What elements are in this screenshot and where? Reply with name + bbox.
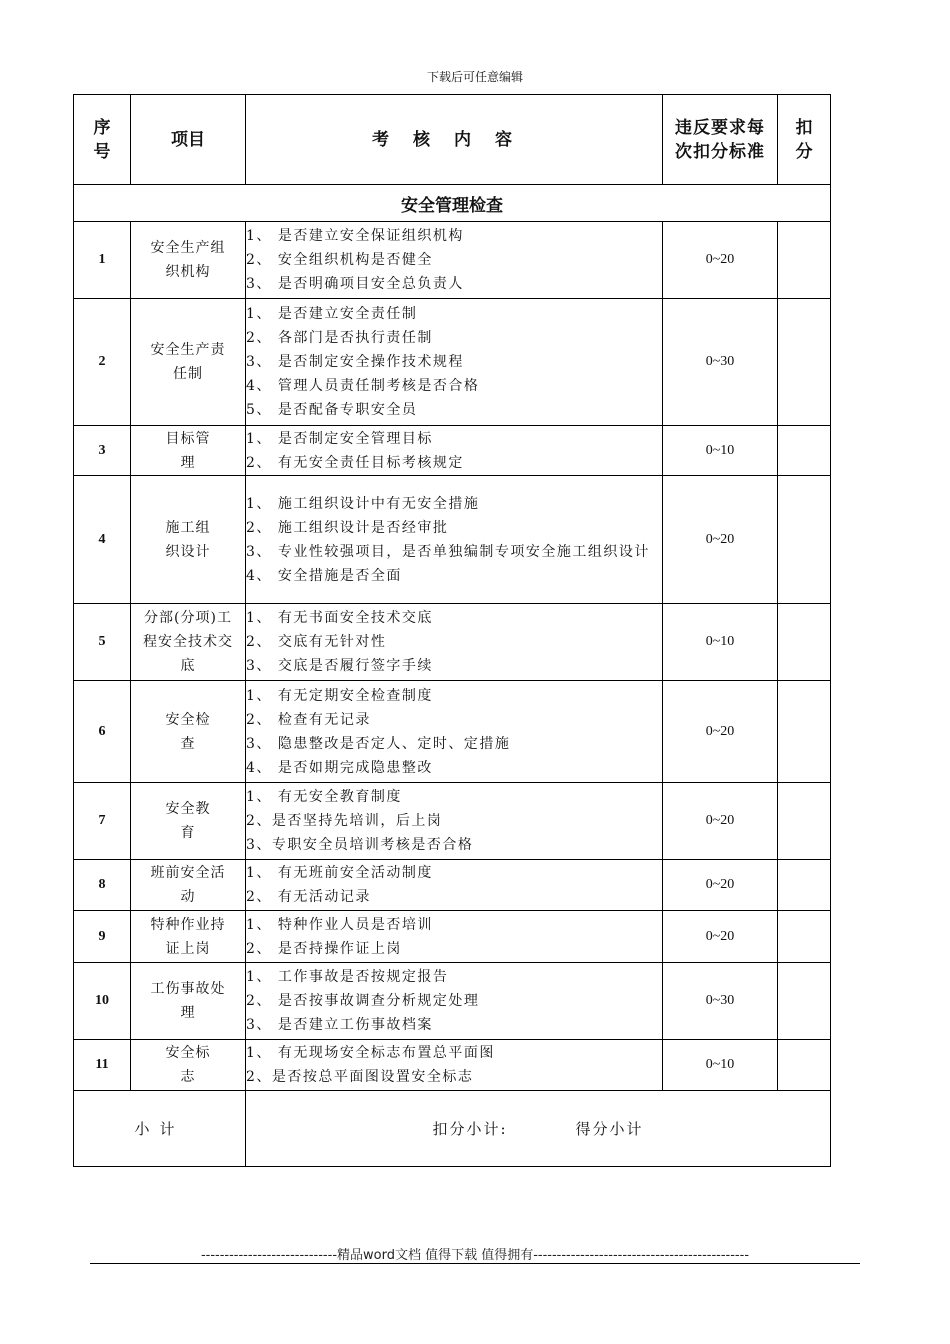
row-number: 3 [74,426,131,476]
content-line: 1、 特种作业人员是否培训 [246,916,433,933]
top-note: 下载后可任意编辑 [426,70,523,84]
content-line: 2、 施工组织设计是否经审批 [246,519,449,536]
content-line: 4、 安全措施是否全面 [246,567,402,584]
row-standard: 0~20 [663,860,778,911]
header-no: 序号 [74,95,131,185]
inspection-table [73,94,831,1167]
header-deduct: 扣分 [778,95,831,185]
row-item-label: 安全生产责任制 [150,342,226,382]
row-deduct-field[interactable] [778,681,831,783]
deduct-subtotal-label: 扣分小计: [432,1120,508,1138]
table-header-row [74,95,831,185]
row-deduct-field[interactable] [778,299,831,426]
row-item-label: 工伤事故处理 [150,981,226,1021]
row-item-label: 特种作业持证上岗 [150,916,226,957]
row-number: 1 [74,222,131,299]
content-line: 5、 是否配备专职安全员 [246,402,418,418]
row-item-label: 分部(分项)工程安全技术交底 [143,610,233,674]
row-content [246,1040,663,1091]
row-number: 6 [74,681,131,783]
row-standard: 0~30 [663,963,778,1040]
table-row [74,426,831,476]
row-standard: 0~20 [663,476,778,604]
subtotal-values [246,1091,831,1167]
table-row [74,476,831,604]
row-item [131,860,246,911]
content-line: 2、 各部门是否执行责任制 [246,330,433,346]
row-content [246,299,663,426]
content-line: 1、 有无书面安全技术交底 [246,610,433,626]
table-row [74,1040,831,1091]
row-content [246,681,663,783]
table-row [74,783,831,860]
table-row [74,911,831,963]
content-line: 1、 有无班前安全活动制度 [246,865,433,881]
table-row [74,963,831,1040]
row-number: 8 [74,860,131,911]
content-line: 2、 有无活动记录 [246,889,371,905]
content-line: 2、是否坚持先培训，后上岗 [246,813,443,829]
row-item [131,1040,246,1091]
row-number: 9 [74,911,131,963]
content-line: 1、 是否制定安全管理目标 [246,430,433,447]
row-number: 4 [74,476,131,604]
content-line: 3、 是否制定安全操作技术规程 [246,354,464,370]
row-standard: 0~20 [663,911,778,963]
row-deduct-field[interactable] [778,222,831,299]
table-row [74,299,831,426]
content-line: 1、 有无定期安全检查制度 [246,687,433,704]
row-deduct-field[interactable] [778,1040,831,1091]
content-line: 3、专职安全员培训考核是否合格 [246,837,474,853]
row-deduct-field[interactable] [778,783,831,860]
row-standard: 0~20 [663,783,778,860]
row-number: 7 [74,783,131,860]
row-item-label: 目标管理 [165,430,211,471]
row-number: 11 [74,1040,131,1091]
row-content [246,222,663,299]
row-standard: 0~30 [663,299,778,426]
row-item-label: 班前安全活动 [150,865,226,905]
table-row [74,604,831,681]
content-line: 1、 是否建立安全责任制 [246,306,418,322]
row-deduct-field[interactable] [778,911,831,963]
content-line: 3、 是否明确项目安全总负责人 [246,276,464,292]
row-item [131,681,246,783]
content-line: 3、 是否建立工伤事故档案 [246,1017,433,1033]
row-standard: 0~20 [663,681,778,783]
content-line: 4、 是否如期完成隐患整改 [246,759,433,776]
content-line: 2、是否按总平面图设置安全标志 [246,1069,474,1085]
content-line: 1、 有无安全教育制度 [246,789,402,805]
subtotal-row [74,1091,831,1167]
footer-rule [90,1263,860,1264]
row-number: 2 [74,299,131,426]
row-number: 10 [74,963,131,1040]
content-line: 1、 施工组织设计中有无安全措施 [246,495,480,512]
table-row [74,222,831,299]
row-number: 5 [74,604,131,681]
score-subtotal-label: 得分小计 [575,1120,644,1138]
row-item [131,426,246,476]
content-line: 2、 安全组织机构是否健全 [246,252,433,268]
row-deduct-field[interactable] [778,860,831,911]
content-line: 2、 是否持操作证上岗 [246,940,402,957]
row-content [246,783,663,860]
row-item-label: 安全生产组织机构 [150,240,226,280]
row-standard: 0~20 [663,222,778,299]
header-standard: 违反要求每次扣分标准 [663,95,778,185]
content-line: 2、 有无安全责任目标考核规定 [246,454,464,471]
content-line: 1、 是否建立安全保证组织机构 [246,228,464,244]
row-standard: 0~10 [663,1040,778,1091]
row-item-label: 施工组织设计 [165,519,211,560]
table-row [74,860,831,911]
row-item [131,911,246,963]
row-item-label: 安全标志 [165,1045,211,1085]
subtotal-label: 小计 [74,1091,246,1167]
content-line: 3、 专业性较强项目，是否单独编制专项安全施工组织设计 [246,543,650,560]
header-content: 考核内容 [246,95,663,185]
row-content [246,604,663,681]
row-item [131,963,246,1040]
row-item-label: 安全检查 [165,711,211,752]
content-line: 1、 工作事故是否按规定报告 [246,969,449,985]
row-deduct-field[interactable] [778,963,831,1040]
row-deduct-field[interactable] [778,426,831,476]
row-item-label: 安全教育 [165,801,211,841]
section-title: 安全管理检查 [74,185,831,222]
row-standard: 0~10 [663,426,778,476]
content-line: 4、 管理人员责任制考核是否合格 [246,378,480,394]
row-content [246,476,663,604]
row-item [131,299,246,426]
section-row [74,185,831,222]
content-line: 1、 有无现场安全标志布置总平面图 [246,1045,495,1061]
content-line: 2、 检查有无记录 [246,711,371,728]
row-item [131,604,246,681]
row-item [131,783,246,860]
row-item [131,476,246,604]
header-item: 项目 [131,95,246,185]
content-line: 3、 隐患整改是否定人、定时、定措施 [246,735,511,752]
row-content [246,860,663,911]
content-line: 2、 交底有无针对性 [246,634,387,650]
row-item [131,222,246,299]
row-content [246,911,663,963]
row-standard: 0~10 [663,604,778,681]
row-content [246,426,663,476]
row-deduct-field[interactable] [778,476,831,604]
content-line: 3、 交底是否履行签字手续 [246,658,433,674]
row-content [246,963,663,1040]
footer-text: -----------------------------精品word文档 值得下载 值得拥有---------------------------------------------- [200,1248,750,1263]
content-line: 2、 是否按事故调查分析规定处理 [246,993,480,1009]
table-row [74,681,831,783]
row-deduct-field[interactable] [778,604,831,681]
